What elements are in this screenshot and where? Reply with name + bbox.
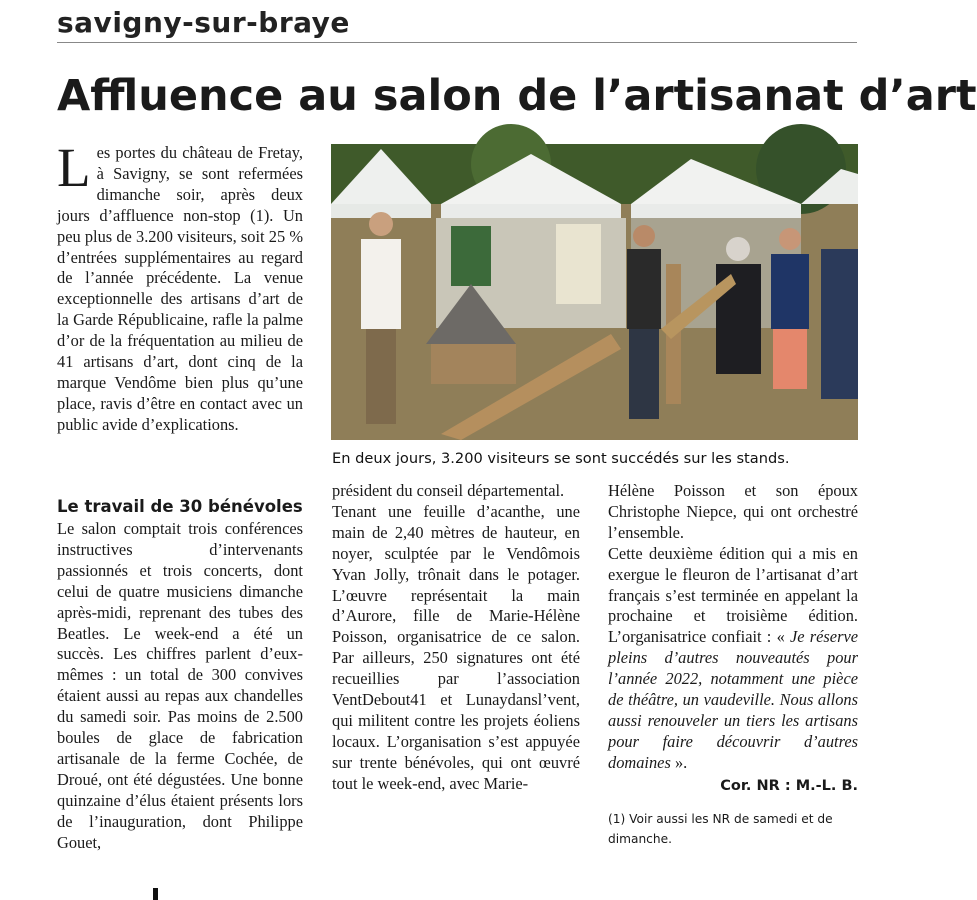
- article-column-1: [57, 497, 303, 854]
- article-photo: [331, 144, 858, 440]
- photo-icon: [331, 144, 858, 440]
- article-column-2: [332, 481, 580, 795]
- column-1-paragraph: Le salon comptait trois conférences instructives d’intervenants passionnés et trois concerts, dont celui de quatre musiciens dimanche après-midi, reprenant des tubes des Beatles. Le week-end a été un succès. Les chiffres parlent d’eux-mêmes : un total de 300 convives étaient aussi au repas aux chandelles du samedi soir. Pas moins de 2.500 boules de glace de fabrication artisanale de la ferme Cochée, de Droué, ont été dégustées. Une bonne quinzaine d’élus étaient présents lors de l’inauguration, dont Philippe Gouet,: [57, 519, 303, 852]
- article-intro: [57, 137, 303, 436]
- quote-end: ».: [674, 752, 688, 772]
- column-3-paragraph-1: Hélène Poisson et son époux Christophe Niepce, qui ont orchestré l’ensemble.: [608, 481, 858, 542]
- intro-paragraph: es portes du château de Fretay, à Savigny, se sont refermées dimanche soir, après deux jours d’affluence non-stop (1). Un peu plus de 3.200 visiteurs, soit 25 % d’entrées supplémentaires au regard de l’année précédente. La venue exceptionnelle des artisans d’art de la Garde Républicaine, rafle la palme d’or de la fréquentation au milieu de 41 artisans d’art, dont cinq de la marque Vendôme bien plus qu’une place, ravis d’être en contact avec un public avide d’explications.: [57, 143, 303, 434]
- section-title: savigny-sur-braye: [57, 6, 350, 39]
- column-3-text: Cette deuxième édition qui a mis en exergue le fleuron de l’artisanat d’art français s’est terminée en appelant la prochaine et troisième édition. L’organisatrice confiait : «: [608, 543, 858, 647]
- article-column-3: [608, 481, 858, 849]
- subheading: Le travail de 30 bénévoles: [57, 497, 303, 516]
- article-headline: Affluence au salon de l’artisanat d’art: [57, 71, 977, 121]
- page-edge-mark: [153, 888, 158, 900]
- drop-cap: L: [57, 137, 91, 198]
- column-2-paragraph-2: Tenant une feuille d’acanthe, une main de 2,40 mètres de hauteur, en noyer, sculptée par le Vendômois Yvan Jolly, trônait dans le potager. L’œuvre représentait la main d’Aurore, fille de Marie-Hélène Poisson, organisatrice de ce salon. Par ailleurs, 250 signatures ont été recueillies par l’association VentDebout41 et Lunaydansl’vent, qui militent contre les projets éoliens locaux. L’organisation s’est appuyée sur trente bénévoles, qui ont œuvré tout le week-end, avec Marie-: [332, 501, 580, 793]
- quote: Je réserve pleins d’autres nouveautés pour l’année 2022, notamment une pièce de théâtre, un vaudeville. Nous allons aussi renouveler un tiers les artisans pour faire découvrir d’autres domaines: [608, 627, 858, 772]
- column-2-paragraph-1: président du conseil départemental.: [332, 481, 565, 500]
- section-header: [57, 6, 857, 43]
- footnote: (1) Voir aussi les NR de samedi et de dimanche.: [608, 811, 833, 846]
- column-3-paragraph-2: [608, 544, 858, 774]
- photo-caption: En deux jours, 3.200 visiteurs se sont succédés sur les stands.: [332, 450, 790, 467]
- byline: Cor. NR : M.-L. B.: [720, 777, 858, 794]
